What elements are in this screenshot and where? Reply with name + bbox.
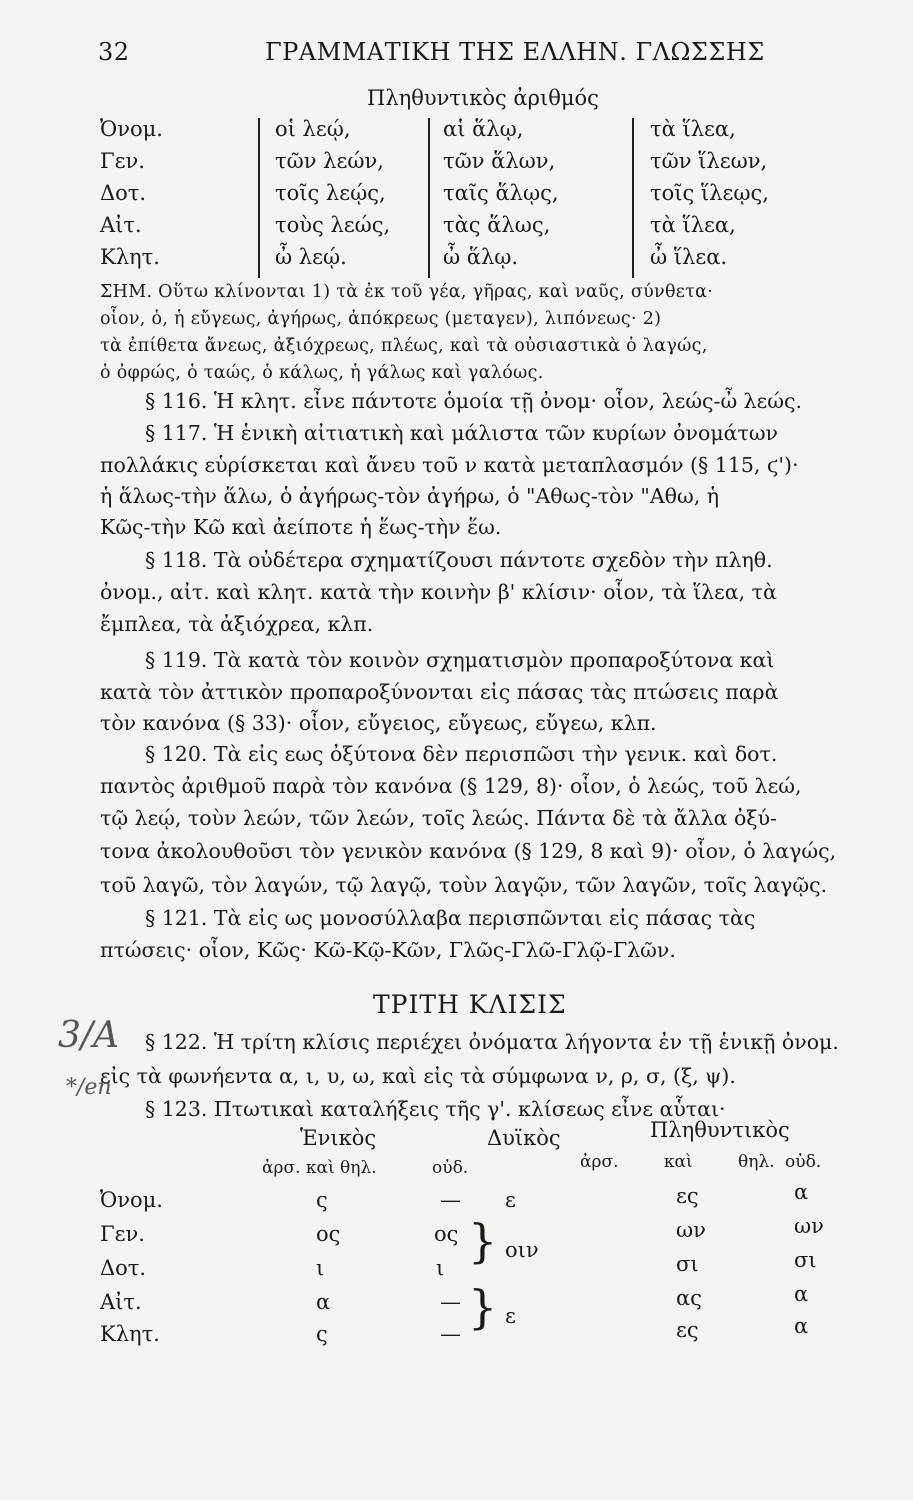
ending-cell: — — [440, 1290, 461, 1314]
table-cell: τῶν λεών, — [275, 149, 384, 173]
group-header: Ἑνικὸς — [300, 1126, 377, 1150]
paragraph-line: Κῶς-τὴν Κῶ καὶ ἀείποτε ἡ ἕως-τὴν ἕω. — [100, 515, 502, 539]
ending-cell: ι — [436, 1256, 445, 1280]
note-line: ΣΗΜ. Οὕτω κλίνονται 1) τὰ ἐκ τοῦ γέα, γῆρας, καὶ ναῦς, σύνθετα· — [100, 282, 714, 302]
table-cell: οἱ λεῴ, — [275, 117, 351, 141]
case-label: Αἰτ. — [100, 213, 142, 237]
brace-icon: } — [468, 1280, 498, 1334]
note-line: οἷον, ὁ, ἡ εὔγεως, ἀγήρως, ἀπόκρεως (μεταγεν), λιπόνεως· 2) — [100, 309, 662, 329]
case-label: Κλητ. — [100, 1322, 160, 1346]
case-label: Δοτ. — [100, 181, 147, 205]
ending-cell: α — [794, 1282, 809, 1306]
paragraph-line: παντὸς ἀριθμοῦ παρὰ τὸν κανόνα (§ 129, 8)· οἷον, ὁ λεώς, τοῦ λεώ, — [100, 774, 802, 798]
ending-cell: σι — [676, 1252, 699, 1276]
table-cell: ὦ ἅλῳ. — [443, 245, 519, 269]
ending-cell: ας — [676, 1286, 702, 1310]
group-header: Πληθυντικὸς — [650, 1118, 790, 1142]
column-rule — [428, 118, 430, 278]
paragraph-122: § 122. Ἡ τρίτη κλίσις περιέχει ὀνόματα λήγοντα ἐν τῇ ἑνικῇ ὀνομ. — [145, 1030, 839, 1054]
case-label: Ὀνομ. — [100, 1188, 163, 1212]
ending-cell: α — [794, 1180, 809, 1204]
ending-cell: ε — [505, 1304, 516, 1328]
column-rule — [258, 118, 260, 278]
ending-cell: — — [440, 1322, 461, 1346]
group-header: Δυϊκὸς — [487, 1126, 561, 1150]
margin-annotation: */en — [66, 1075, 112, 1100]
subhead: οὐδ. — [785, 1152, 822, 1172]
subhead: ἀρσ. καὶ θηλ. — [262, 1158, 377, 1178]
page-number: 32 — [98, 38, 130, 66]
paragraph-118: § 118. Τὰ οὐδέτερα σχηματίζουσι πάντοτε σχεδὸν τὴν πληθ. — [145, 548, 773, 572]
ending-cell: σι — [794, 1248, 817, 1272]
table-cell: τοῖς ἵλεῳς, — [650, 181, 769, 205]
paragraph-117: § 117. Ἡ ἑνικὴ αἰτιατικὴ καὶ μάλιστα τῶν κυρίων ὀνομάτων — [145, 421, 779, 445]
ending-cell: οιν — [505, 1238, 539, 1262]
column-rule — [632, 118, 634, 278]
paragraph-line: τῷ λεῴ, τοὺν λεών, τῶν λεών, τοῖς λεώς. Πάντα δὲ τὰ ἄλλα ὀξύ- — [100, 806, 777, 830]
paragraph-121: § 121. Τὰ εἰς ως μονοσύλλαβα περισπῶνται εἰς πάσας τὰς — [145, 906, 756, 930]
case-label: Γεν. — [100, 149, 145, 173]
section-title: ΤΡΙΤΗ ΚΛΙΣΙΣ — [373, 990, 567, 1019]
case-label: Ὀνομ. — [100, 117, 163, 141]
paragraph-line: τονα ἀκολουθοῦσι τὸν γενικὸν κανόνα (§ 129, 8 καὶ 9)· οἷον, ὁ λαγώς, — [100, 839, 837, 863]
note-line: ὁ ὀφρώς, ὁ ταώς, ὁ κάλως, ἡ γάλως καὶ γαλόως. — [100, 363, 544, 383]
case-label: Αἰτ. — [100, 1290, 142, 1314]
paragraph-line: ἡ ἅλως-τὴν ἅλω, ὁ ἀγήρως-τὸν ἀγήρω, ὁ "Αθως-τὸν "Αθω, ἡ — [100, 484, 720, 508]
running-title: ΓΡΑΜΜΑΤΙΚΗ ΤΗΣ ΕΛΛΗΝ. ΓΛΩΣΣΗΣ — [265, 38, 765, 66]
paragraph-line: πτώσεις· οἷον, Κῶς· Κῶ-Κῷ-Κῶν, Γλῶς-Γλῶ-Γλῷ-Γλῶν. — [100, 938, 676, 962]
table-cell: ταῖς ἅλῳς, — [443, 181, 559, 205]
paragraph-line: τὸν κανόνα (§ 33)· οἷον, εὔγειος, εὔγεως, εὔγεω, κλπ. — [100, 711, 657, 735]
paragraph-119: § 119. Τὰ κατὰ τὸν κοινὸν σχηματισμὸν προπαροξύτονα καὶ — [145, 648, 775, 672]
paragraph-line: εἰς τὰ φωνήεντα α, ι, υ, ω, καὶ εἰς τὰ σύμφωνα ν, ρ, σ, (ξ, ψ). — [100, 1064, 736, 1088]
ending-cell: α — [794, 1314, 809, 1338]
paragraph-line: ὀνομ., αἰτ. καὶ κλητ. κατὰ τὴν κοινὴν β' κλίσιν· οἷον, τὰ ἵλεα, τὰ — [100, 580, 777, 604]
margin-annotation: 3/A — [58, 1015, 120, 1056]
table-cell: τὰς ἅλως, — [443, 213, 551, 237]
subhead: ἀρσ. καὶ θηλ. — [580, 1152, 775, 1172]
case-label: Δοτ. — [100, 1256, 147, 1280]
ending-cell: ες — [676, 1184, 699, 1208]
ending-cell: α — [316, 1290, 331, 1314]
ending-cell: ων — [794, 1214, 824, 1238]
ending-cell: ος — [316, 1222, 341, 1246]
paragraph-line: πολλάκις εὑρίσκεται καὶ ἄνευ τοῦ ν κατὰ μεταπλασμόν (§ 115, ϛ')· — [100, 453, 799, 477]
table-caption: Πληθυντικὸς ἀριθμός — [367, 86, 599, 110]
ending-cell: ς — [316, 1188, 328, 1212]
paragraph-120: § 120. Τὰ εἰς εως ὀξύτονα δὲν περισπῶσι τὴν γενικ. καὶ δοτ. — [145, 742, 778, 766]
note-line: τὰ ἐπίθετα ἄνεως, ἀξιόχρεως, πλέως, καὶ τὰ οὐσιαστικὰ ὁ λαγώς, — [100, 336, 708, 356]
table-cell: τῶν ἅλων, — [443, 149, 556, 173]
subhead: οὐδ. — [432, 1158, 469, 1178]
paragraph-line: τοῦ λαγῶ, τὸν λαγών, τῷ λαγῷ, τοὺν λαγῷν, τῶν λαγῶν, τοῖς λαγῷς. — [100, 873, 828, 897]
table-cell: τὰ ἵλεα, — [650, 213, 736, 237]
ending-cell: ι — [316, 1256, 325, 1280]
table-cell: τοὺς λεώς, — [275, 213, 391, 237]
paragraph-116: § 116. Ἡ κλητ. εἶνε πάντοτε ὁμοία τῇ ὀνομ· οἷον, λεώς-ὦ λεώς. — [145, 389, 803, 413]
table-cell: αἱ ἅλῳ, — [443, 117, 524, 141]
table-cell: τοῖς λεῴς, — [275, 181, 386, 205]
brace-icon: } — [468, 1214, 498, 1268]
ending-cell: ος — [434, 1222, 459, 1246]
ending-cell: ες — [676, 1318, 699, 1342]
paragraph-123: § 123. Πτωτικαὶ καταλήξεις τῆς γ'. κλίσεως εἶνε αὗται· — [145, 1097, 726, 1121]
table-cell: τὰ ἵλεα, — [650, 117, 736, 141]
case-label: Κλητ. — [100, 245, 160, 269]
table-cell: τῶν ἵλεων, — [650, 149, 768, 173]
ending-cell: ων — [676, 1218, 706, 1242]
case-label: Γεν. — [100, 1222, 145, 1246]
table-cell: ὦ ἵλεα. — [650, 245, 728, 269]
ending-cell: ε — [505, 1188, 516, 1212]
paragraph-line: ἔμπλεα, τὰ ἀξιόχρεα, κλπ. — [100, 612, 374, 636]
paragraph-line: κατὰ τὸν ἀττικὸν προπαροξύνονται εἰς πάσας τὰς πτώσεις παρὰ — [100, 680, 779, 704]
table-cell: ὦ λεῴ. — [275, 245, 347, 269]
ending-cell: — — [440, 1188, 461, 1212]
ending-cell: ς — [316, 1322, 328, 1346]
